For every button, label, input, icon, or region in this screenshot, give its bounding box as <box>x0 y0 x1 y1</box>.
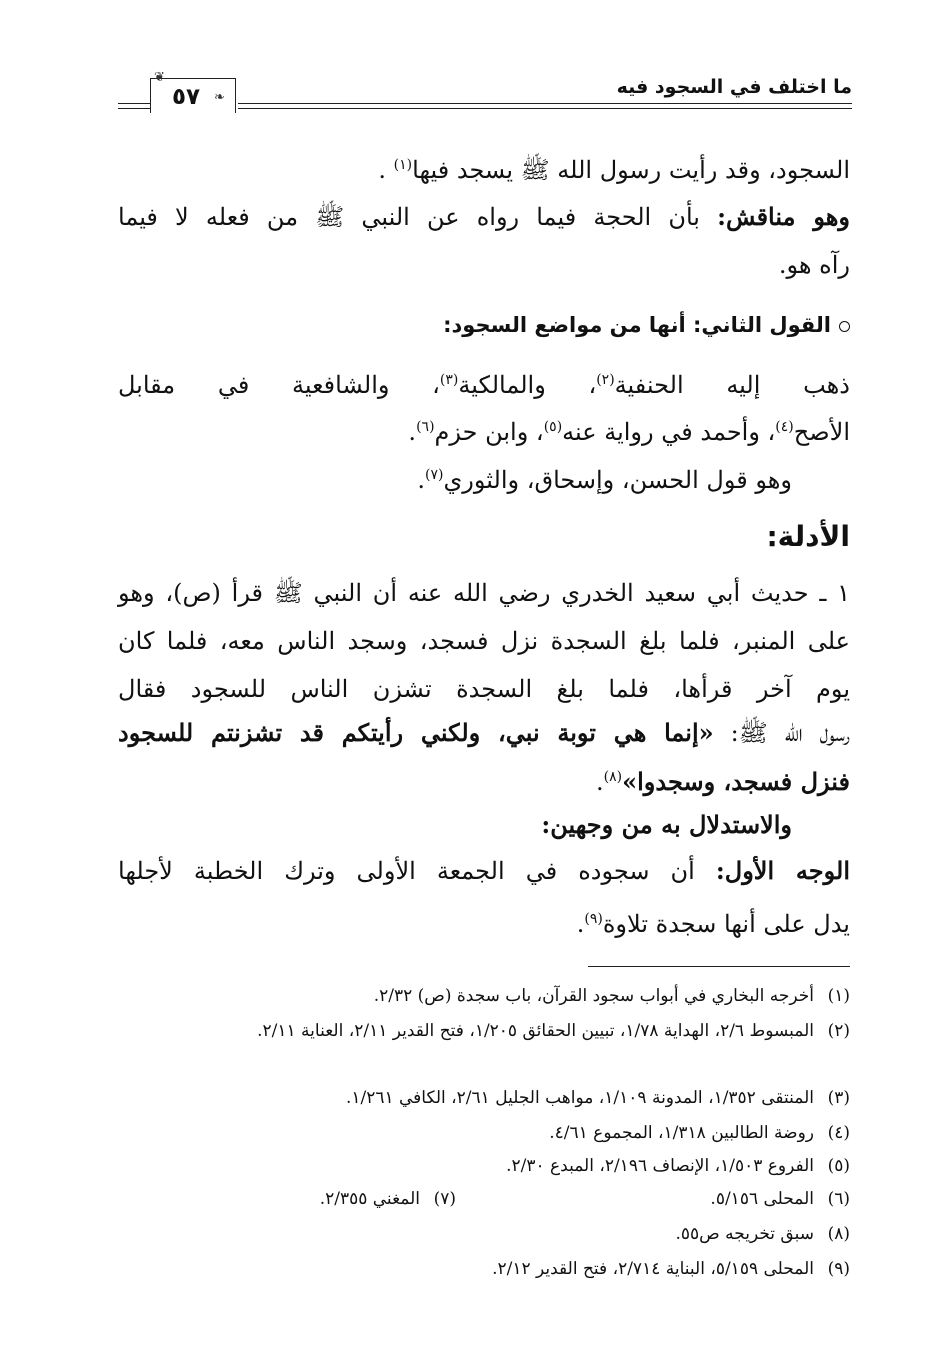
circle-bullet-icon <box>839 321 850 332</box>
text-span: . <box>596 768 604 796</box>
footnote-number: (٢) <box>827 1021 850 1041</box>
footnote <box>492 1257 850 1281</box>
label-bold: الوجه الأول: <box>715 856 850 885</box>
text-span: أن سجوده في الجمعة الأولى وترك الخطبة لأجلها <box>118 857 716 885</box>
footnote-number: (٤) <box>827 1123 850 1143</box>
footnote-text: روضة الطالبين ١/٣١٨، المجموع ٤/٦١. <box>549 1123 814 1143</box>
text-span: رآه هو. <box>778 251 850 279</box>
footnote-ref: (٥) <box>543 419 563 435</box>
footnote-ref: (٦) <box>416 419 435 435</box>
footnote-text: المبسوط ٢/٦، الهداية ١/٧٨، تبيين الحقائق ١/٢٠٥، فتح القدير ٢/١١، العناية ٢/١١. <box>257 1021 814 1041</box>
text-span: ، وأحمد في رواية عنه <box>562 418 776 446</box>
text-span: رسول الله ﷺ: <box>713 719 851 747</box>
footnote <box>549 1121 850 1145</box>
text-line <box>118 856 850 886</box>
text-line <box>118 578 850 608</box>
footnote-number: (١) <box>827 986 850 1006</box>
page-number: ٥٧ <box>172 84 201 110</box>
text-span: يوم آخر قرأها، فلما بلغ السجدة تشزن الناس للسجود فقال <box>118 675 850 703</box>
footnote-text: المغني ٢/٣٥٥. <box>319 1189 420 1209</box>
footnote-number: (٦) <box>827 1189 850 1209</box>
text-span: ، والشافعية في مقابل <box>118 371 440 399</box>
footnote-separator <box>588 966 850 967</box>
footnote-number: (٥) <box>827 1156 850 1176</box>
text-span: بأن الحجة فيما رواه عن النبي ﷺ من فعله لا فيما <box>118 203 718 231</box>
text-line <box>417 460 792 495</box>
footnote <box>346 1086 850 1110</box>
footnote-ref: (١) <box>393 157 413 173</box>
footnote <box>320 1187 456 1211</box>
footnote-text: سبق تخريجه ص٥٥. <box>675 1224 814 1244</box>
footnote <box>374 984 850 1008</box>
footnote <box>118 1019 850 1043</box>
subheading: والاستدلال به من وجهين: <box>541 810 792 839</box>
footnote-text: الفروع ١/٥٠٣، الإنصاف ٢/١٩٦، المبدع ٢/٣٠. <box>506 1156 814 1176</box>
footnote-text: المحلى ٥/١٥٦. <box>710 1189 814 1209</box>
footnote <box>506 1154 850 1178</box>
text-line <box>118 202 850 232</box>
text-span: ١ ـ حديث أبي سعيد الخدري رضي الله عنه أن النبي ﷺ قرأ (ص)، وهو <box>118 579 850 607</box>
page-header <box>118 62 852 118</box>
text-line <box>779 250 850 280</box>
footnote-number: (٧) <box>433 1189 456 1209</box>
text-line <box>577 904 850 939</box>
text-span: وهو قول الحسن، وإسحاق، والثوري <box>443 466 792 494</box>
section-title <box>443 313 850 337</box>
footnote-ref: (٣) <box>439 372 459 388</box>
text-line <box>408 412 850 447</box>
footnote-number: (٨) <box>827 1224 850 1244</box>
footnote-ref: (٢) <box>596 372 615 388</box>
footnote <box>676 1222 851 1246</box>
footnote-number: (٣) <box>827 1088 850 1108</box>
hadith-quote: فنزل فسجد، وسجدوا» <box>622 767 850 796</box>
text-span: ، والمالكية <box>458 371 597 399</box>
text-span: السجود، وقد رأيت رسول الله ﷺ يسجد فيها <box>412 156 850 184</box>
footnote-text: المحلى ٥/١٥٩، البناية ٢/٧١٤، فتح القدير ٢/١٢. <box>492 1259 814 1279</box>
text-line <box>118 718 850 748</box>
text-span: ذهب إليه الحنفية <box>614 371 850 399</box>
text-span: . <box>576 910 585 938</box>
text-line <box>118 626 850 656</box>
text-line: السجود، وقد رأيت رسول الله ﷺ يسجد فيها$^{(١)}$ . <box>378 156 850 184</box>
footnote-ref: (٤) <box>775 419 794 435</box>
header-rule-left <box>118 103 150 109</box>
label-bold: وهو مناقش: <box>717 202 850 231</box>
ornament-icon: ❧ <box>214 90 225 105</box>
text-line <box>118 674 850 704</box>
text-span: يدل على أنها سجدة تلاوة <box>602 910 850 938</box>
running-title: ما اختلف في السجود فيه <box>616 76 852 98</box>
text-line <box>541 810 792 840</box>
footnote-ref: (٨) <box>603 769 623 785</box>
footnote-text: أخرجه البخاري في أبواب سجود القرآن، باب سجدة (ص) ٢/٣٢. <box>373 986 814 1006</box>
text-line <box>118 365 850 400</box>
text-span: ، وابن حزم <box>434 418 544 446</box>
text-span: . <box>417 466 426 494</box>
footnote-ref: (٩) <box>584 911 603 927</box>
text-span: . <box>408 418 417 446</box>
footnote-text: المنتقى ١/٣٥٢، المدونة ١/١٠٩، مواهب الجليل ٢/٦١، الكافي ١/٢٦١. <box>345 1088 814 1108</box>
evidence-heading: الأدلة: <box>766 520 850 553</box>
footnote-number: (٩) <box>827 1259 850 1279</box>
hadith-quote: «إنما هي توبة نبي، ولكني رأيتكم قد تشزنتم للسجود <box>118 718 714 747</box>
text-line <box>596 762 850 797</box>
footnote <box>710 1187 850 1211</box>
section-title-text: القول الثاني: أنها من مواضع السجود: <box>443 313 831 337</box>
footnote-ref: (٧) <box>425 467 444 483</box>
ornament-icon: ❦ <box>154 70 165 85</box>
header-rule-right <box>238 103 852 109</box>
text-span: الأصح <box>793 418 850 446</box>
text-span: على المنبر، فلما بلغ السجدة نزل فسجد، وسجد الناس معه، فلما كان <box>118 627 850 655</box>
